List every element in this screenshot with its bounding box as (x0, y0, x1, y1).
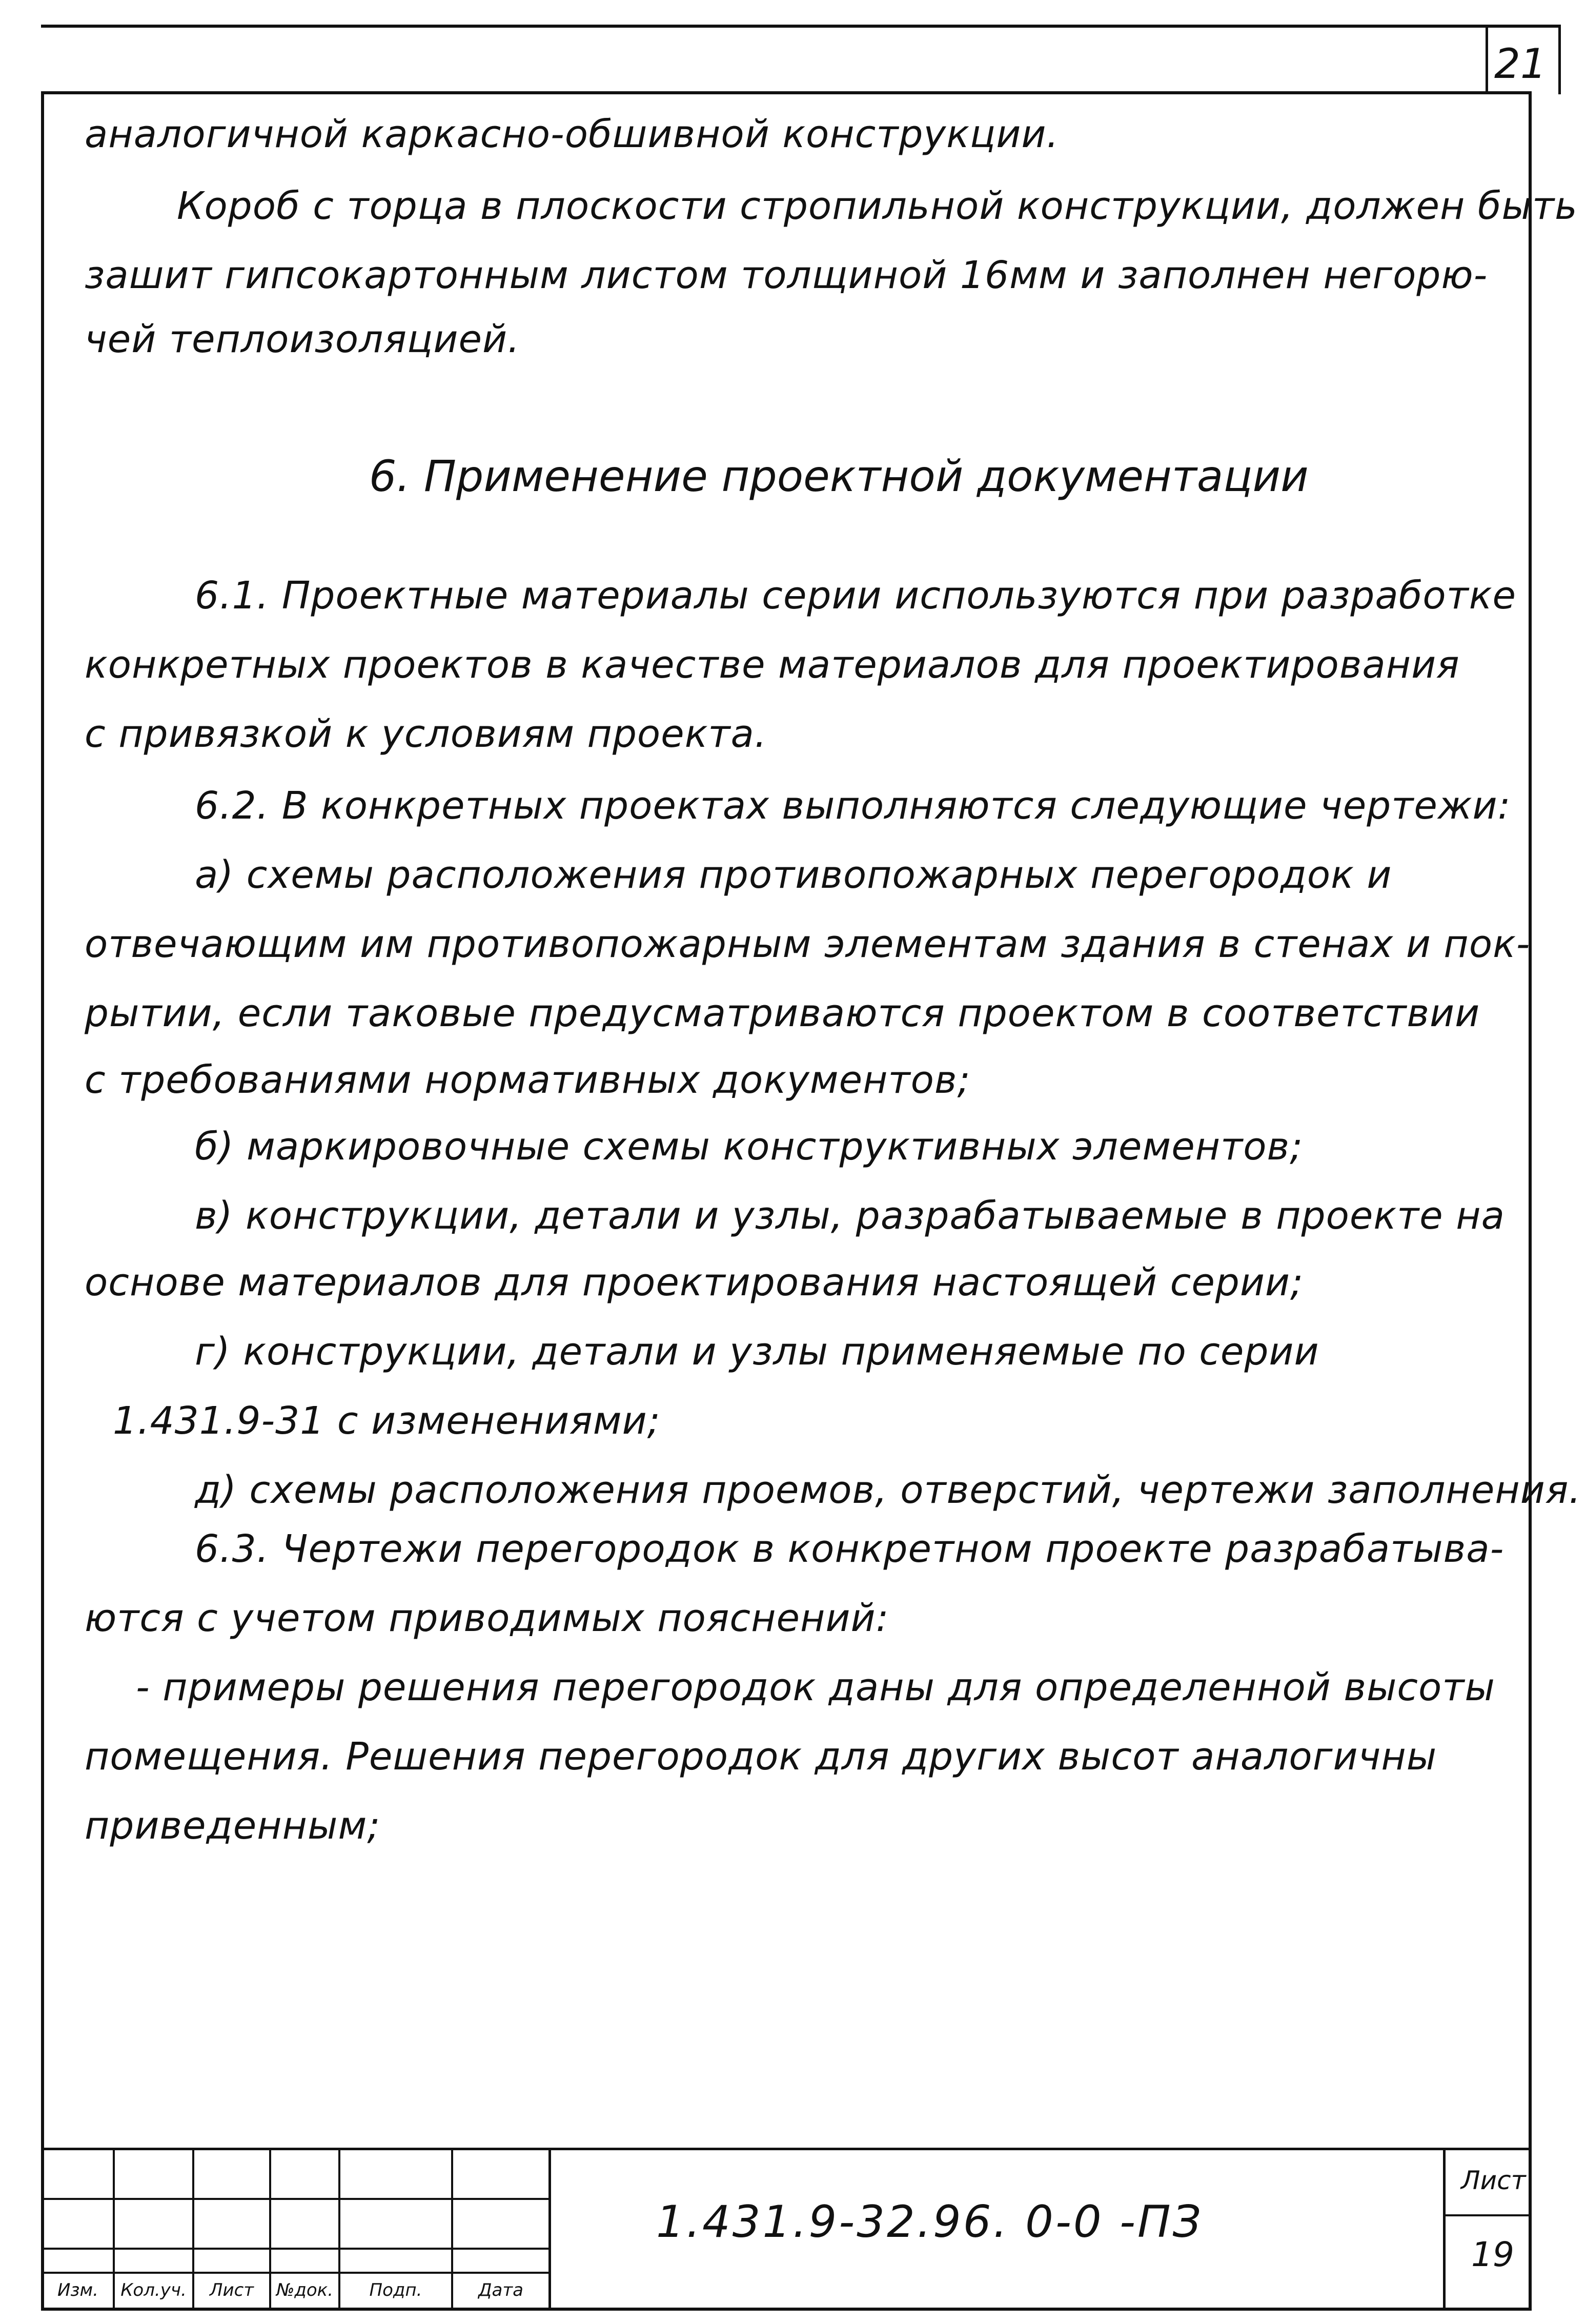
corner-box-left (1486, 25, 1488, 94)
intro-line-1: аналогичной каркасно-обшивной конструкции. (85, 112, 1059, 156)
para-6-1-line-3: с привязкой к условиям проекта. (85, 712, 767, 756)
frame-left-line (41, 91, 44, 2311)
para-6-2-line-5: с требованиями нормативных документов; (85, 1058, 971, 1102)
para-6-1-line-2: конкретных проектов в качестве материалов для проектирования (85, 643, 1460, 687)
corner-page-number: 21 (1494, 40, 1547, 88)
stamp-col-label-kol-uch: Кол.уч. (120, 2280, 187, 2300)
sheet-label: Лист (1461, 2166, 1526, 2195)
intro-line-3: зашит гипсокартонным листом толщиной 16мм и заполнен негорю- (85, 253, 1488, 297)
stamp-col-label-data: Дата (478, 2280, 524, 2300)
stamp-col-label-podp: Подп. (369, 2280, 422, 2300)
para-6-3-line-5: приведенным; (85, 1804, 381, 1848)
para-6-3-line-2: ются с учетом приводимых пояснений: (85, 1596, 889, 1640)
intro-line-4: чей теплоизоляцией. (85, 317, 520, 361)
stamp-sheet-row-line (1443, 2214, 1530, 2216)
frame-bottom-line (41, 2308, 1532, 2311)
para-6-2-line-8: основе материалов для проектирования настоящей серии; (85, 1260, 1304, 1304)
para-6-2-line-1: 6.2. В конкретных проектах выполняются следующие чертежи: (195, 784, 1511, 828)
para-6-2-line-4: рытии, если таковые предусматриваются проектом в соответствии (85, 991, 1480, 1035)
para-6-2-line-7: в) конструкции, детали и узлы, разрабатываемые в проекте на (195, 1194, 1505, 1238)
para-6-3-line-1: 6.3. Чертежи перегородок в конкретном проекте разрабатыва- (195, 1527, 1504, 1571)
stamp-col-label-ndok: №док. (276, 2280, 333, 2300)
frame-top-line (41, 25, 1558, 28)
para-6-2-line-9: г) конструкции, детали и узлы применяемые по серии (195, 1330, 1319, 1374)
frame-inner-top-line (41, 91, 1532, 94)
stamp-row-line-3 (41, 2272, 548, 2274)
document-code: 1.431.9-32.96. 0-0 -ПЗ (656, 2196, 1203, 2248)
frame-right-line (1529, 91, 1532, 2311)
para-6-2-line-3: отвечающим им противопожарным элементам здания в стенах и пок- (85, 922, 1531, 966)
stamp-sheet-divider (1443, 2148, 1446, 2309)
para-6-2-line-11: д) схемы расположения проемов, отверстий, чертежи заполнения. (195, 1468, 1581, 1512)
para-6-2-line-6: б) маркировочные схемы конструктивных элементов; (195, 1125, 1304, 1169)
stamp-row-line-2 (41, 2248, 548, 2250)
para-6-3-line-3: - примеры решения перегородок даны для определенной высоты (136, 1665, 1495, 1709)
section-heading: 6. Применение проектной документации (369, 451, 1309, 501)
intro-line-2: Короб с торца в плоскости стропильной конструкции, должен быть (177, 184, 1578, 228)
stamp-col-label-list: Лист (209, 2280, 254, 2300)
stamp-col-label-izm: Изм. (57, 2280, 98, 2300)
sheet-number: 19 (1471, 2235, 1514, 2274)
stamp-top-line (41, 2148, 1532, 2150)
stamp-col-line-6 (548, 2148, 551, 2309)
corner-box-right (1558, 25, 1561, 94)
para-6-2-line-2: а) схемы расположения противопожарных перегородок и (195, 853, 1392, 897)
para-6-2-line-10: 1.431.9-31 с изменениями; (113, 1399, 661, 1443)
para-6-1-line-1: 6.1. Проектные материалы серии используются при разработке (195, 574, 1516, 618)
stamp-row-line-1 (41, 2198, 548, 2200)
para-6-3-line-4: помещения. Решения перегородок для других высот аналогичны (85, 1735, 1437, 1779)
